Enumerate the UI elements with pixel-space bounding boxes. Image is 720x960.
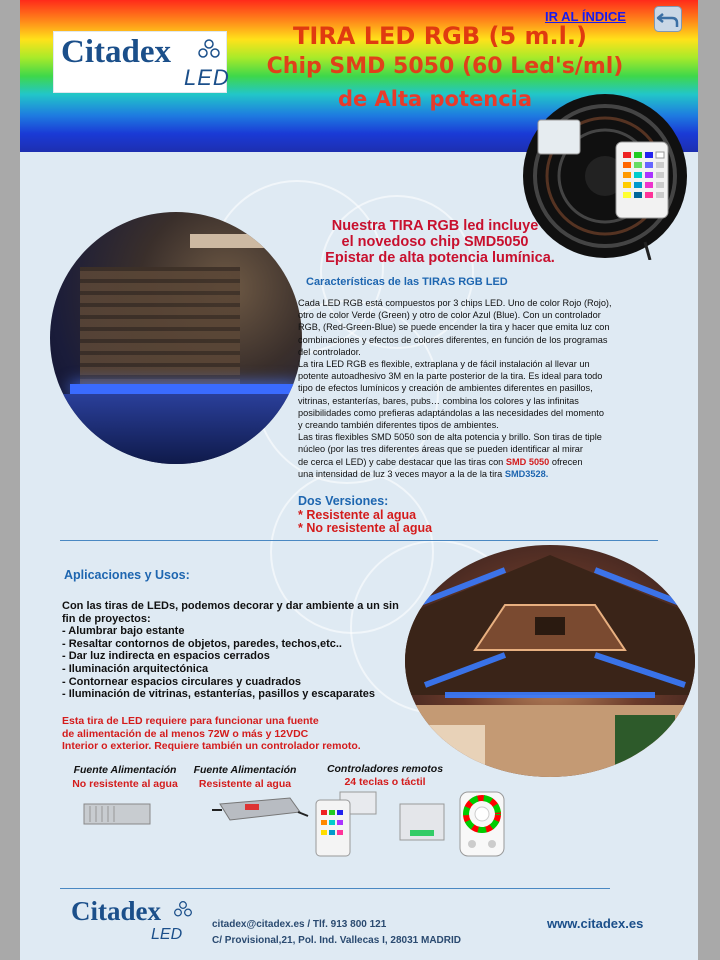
features-line: RGB, (Red-Green-Blue) se puede encender la tira y hacer que emita luz con [298, 322, 610, 333]
features-line: del controlador. [298, 346, 361, 357]
features-line: tipo de efectos lumínicos y creación de ambientes diferentes en pasillos, [298, 383, 593, 394]
catalog-page [20, 0, 698, 960]
title-line-1: TIRA LED RGB (5 m.l.) [293, 22, 587, 50]
applications-list [62, 600, 399, 701]
list-item: - Iluminación arquitectónica [62, 662, 209, 675]
waterproof-power-supply-image [210, 796, 310, 828]
back-to-index-link[interactable]: IR AL ÍNDICE [545, 9, 626, 24]
footer-brand-logo [71, 896, 199, 944]
features-heading: Características de las TIRAS RGB LED [306, 276, 508, 288]
features-line: combinaciones y efectos de colores diferentes, en función de los programas [298, 334, 608, 345]
applications-intro: Con las tiras de LEDs, podemos decorar y dar ambiente a un sin [62, 600, 399, 612]
ceiling-led-photo [405, 545, 695, 777]
applications-intro: fin de proyectos: [62, 612, 151, 625]
brand-sub: LED [184, 65, 230, 90]
requirement-note [62, 715, 442, 753]
footer-contact: citadex@citadex.es / Tlf. 913 800 121 [212, 919, 387, 930]
applications-heading: Aplicaciones y Usos: [64, 568, 190, 582]
product-sublabel: Resistente al agua [198, 778, 292, 790]
smd5050-highlight: SMD 5050 [505, 456, 550, 467]
note-line: de alimentación de al menos 72W o más y 12VDC [62, 727, 309, 740]
features-line: vitrinas, estanterías, bares, pubs… combina los colores y las infinitas [298, 395, 579, 406]
power-supply-image [82, 800, 152, 828]
footer-website[interactable]: www.citadex.es [547, 916, 644, 931]
features-line-text: de cerca el LED) y cabe destacar que las tiras con [298, 456, 506, 467]
photo-wall-stones [80, 267, 240, 387]
back-arrow-icon[interactable] [654, 6, 682, 32]
features-line [298, 468, 698, 480]
intro-line-1: Nuestra TIRA RGB led incluye [331, 218, 539, 234]
footer-address: C/ Provisional,21, Pol. Ind. Vallecas I, 28031 MADRID [212, 935, 461, 946]
section-divider [60, 540, 658, 541]
list-item: - Iluminación de vitrinas, estanterías, pasillos y escaparates [62, 688, 376, 701]
product-label: Fuente Alimentación [193, 764, 297, 776]
list-item: - Resaltar contornos de objetos, paredes, techos,etc.. [62, 637, 342, 650]
features-line: Las tiras flexibles SMD 5050 son de alta potencia y brillo. Son tiras de tiple [298, 432, 602, 443]
features-body [298, 297, 698, 480]
note-line: Interior o exterior. Requiere también un controlador remoto. [62, 740, 361, 752]
note-line: Esta tira de LED requiere para funcionar una fuente [62, 715, 319, 727]
remote-controllers-image [310, 788, 520, 860]
features-line: Cada LED RGB está compuestos por 3 chips LED. Uno de color Rojo (Rojo), [298, 298, 612, 308]
list-item: - Alumbrar bajo estante [62, 625, 185, 638]
version-non-waterproof: * No resistente al agua [298, 521, 433, 535]
versions-heading: Dos Versiones: [298, 494, 389, 508]
features-line: núcleo (por las tres diferentes áreas que se pueden identificar al mirar [298, 444, 583, 455]
footer-brand-sub: LED [151, 926, 183, 943]
features-line: otro de color Verde (Green) y otro de color Azul (Blue). Con un controlador [298, 310, 601, 321]
features-line: posibilidades como prefieras adaptándolas a las necesidades del momento [298, 407, 604, 418]
product-sublabel: 24 teclas o táctil [344, 776, 426, 788]
features-line: y creando también diferentes tipos de ambientes. [298, 420, 499, 431]
product-sublabel: No resistente al agua [72, 778, 178, 790]
logo-bubbles-icon [173, 900, 193, 920]
smd3528-highlight: SMD3528. [504, 468, 549, 479]
product-label: Controladores remotos [326, 763, 444, 775]
list-item: - Dar luz indirecta en espacios cerrados [62, 650, 270, 663]
intro-line-2: el novedoso chip SMD5050 [341, 234, 529, 250]
intro-line-3: Epistar de alta potencia lumínica. [325, 250, 555, 266]
features-line: La tira LED RGB es flexible, extraplana y de fácil instalación al llevar un [298, 359, 590, 370]
footer-divider [60, 888, 610, 889]
features-line [298, 456, 698, 468]
brand-logo [53, 31, 230, 93]
logo-bubbles-icon [197, 38, 221, 62]
photo-roof [190, 234, 302, 248]
led-wall-photo [50, 212, 302, 464]
features-line: potente autoadhesivo 3M en la parte posterior de la tira. Es ideal para todo [298, 371, 603, 382]
ceiling-structure-drawing [405, 545, 695, 777]
features-last-line: una intensidad de luz 3 veces mayor a la de la tira [298, 468, 505, 479]
title-line-3: de Alta potencia [337, 87, 533, 111]
brand-name: Citadex [61, 34, 171, 70]
list-item: - Contornear espacios circulares y cuadrados [62, 675, 302, 688]
product-label: Fuente Alimentación [73, 764, 177, 776]
photo-blue-light [70, 384, 300, 394]
version-waterproof: * Resistente al agua [298, 508, 417, 522]
title-line-2: Chip SMD 5050 (60 Led's/ml) [266, 54, 624, 79]
footer-brand-name: Citadex [71, 896, 161, 926]
photo-pool [50, 394, 302, 464]
ofrecen-text: ofrecen [549, 456, 583, 467]
